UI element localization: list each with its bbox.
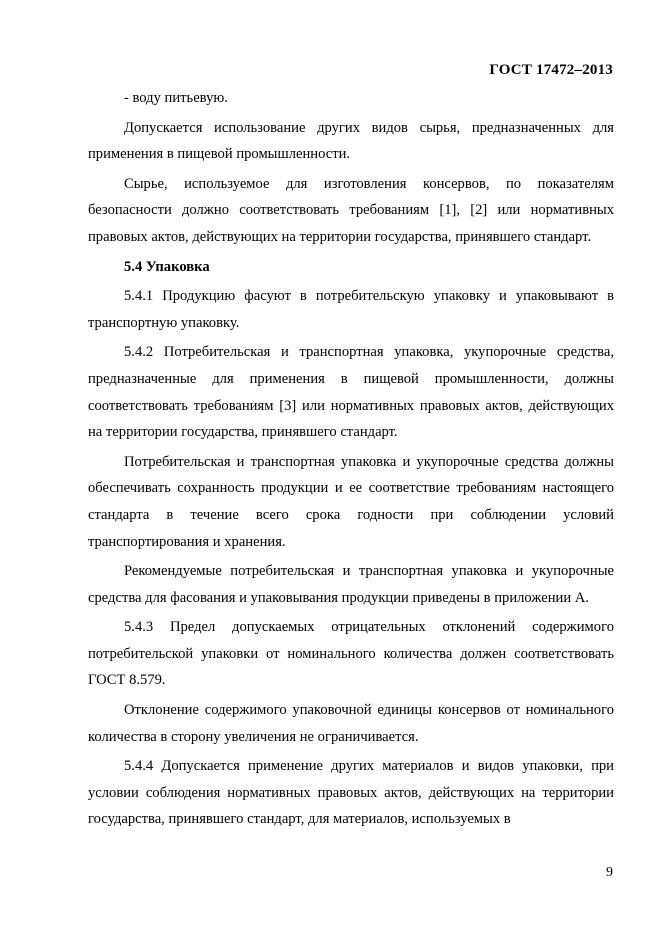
paragraph-5-4-2: 5.4.2 Потребительская и транспортная упаковка, укупорочные средства, предназначенные для применения в пищевой промышленности, должны соответствовать требованиям [3] или нормативных правовых актов, действующих на территории государства, принявшего стандарт.	[88, 344, 614, 441]
paragraph-other-raw-materials: Допускается использование других видов сырья, предназначенных для применения в пищевой промышленности.	[88, 119, 614, 163]
paragraph-recommended-packaging: Рекомендуемые потребительская и транспортная упаковка и укупорочные средства для фасования и упаковывания продукции приведены в приложении А.	[88, 563, 614, 606]
document-body	[88, 85, 614, 833]
paragraph-deviation-increase: Отклонение содержимого упаковочной единицы консервов от номинального количества в сторону увеличения не ограничивается.	[88, 702, 614, 745]
paragraph-5-4-3: 5.4.3 Предел допускаемых отрицательных отклонений содержимого потребительской упаковки от номинального количества должен соответствовать ГОСТ 8.579.	[88, 619, 614, 689]
paragraph-packaging-integrity: Потребительская и транспортная упаковка и укупорочные средства должны обеспечивать сохранность продукции и ее соответствие требованиям настоящего стандарта в течение всего срока годности при соблюдении условий транспортирования и хранения.	[88, 453, 614, 550]
section-heading-packaging: 5.4 Упаковка	[124, 258, 210, 275]
paragraph-5-4-4: 5.4.4 Допускается применение других материалов и видов упаковки, при условии соблюдения нормативных правовых актов, действующих на территории государства, принявшего стандарт, для материалов, используемых в	[88, 758, 614, 828]
standard-header: ГОСТ 17472–2013	[489, 62, 613, 78]
paragraph-drinking-water: - воду питьевую.	[124, 90, 228, 106]
paragraph-raw-material-safety: Сырье, используемое для изготовления консервов, по показателям безопасности должно соответствовать требованиям [1], [2] или нормативных правовых актов, действующих на территории государства, принявшего стандарт.	[88, 175, 614, 245]
paragraph-5-4-1: 5.4.1 Продукцию фасуют в потребительскую упаковку и упаковывают в транспортную упаковку.	[88, 288, 614, 331]
page-number: 9	[606, 865, 613, 880]
